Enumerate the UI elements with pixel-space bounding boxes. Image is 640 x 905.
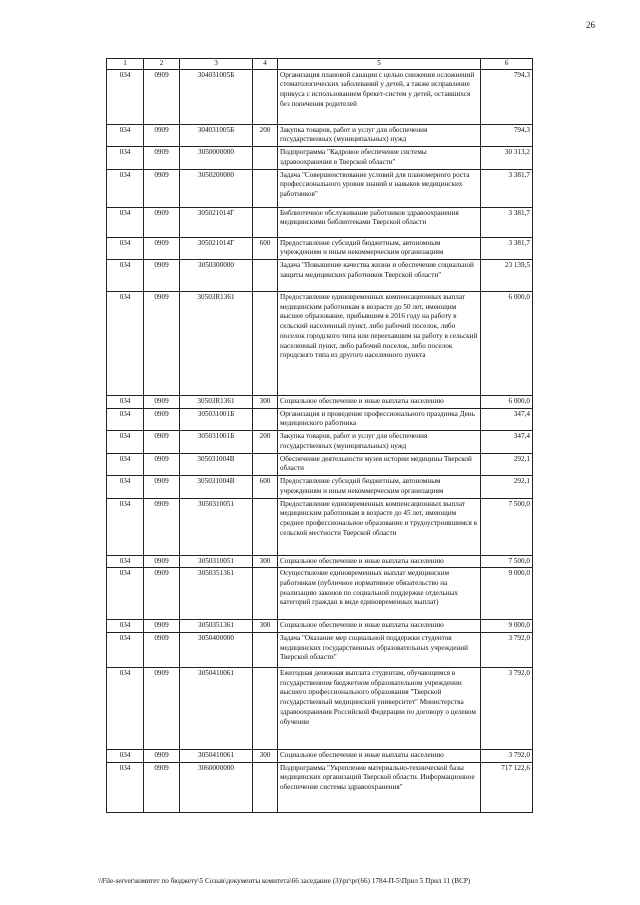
section-code-cell: 0909 bbox=[144, 237, 180, 259]
target-article-cell: 3050000000 bbox=[180, 147, 253, 169]
amount-cell: 30 313,2 bbox=[481, 147, 533, 169]
section-code-cell: 0909 bbox=[144, 476, 180, 498]
amount-cell: 9 000,0 bbox=[481, 620, 533, 633]
section-code-cell: 0909 bbox=[144, 568, 180, 620]
ministry-code-cell: 034 bbox=[107, 237, 144, 259]
page-number: 26 bbox=[586, 20, 595, 30]
ministry-code-cell: 034 bbox=[107, 632, 144, 667]
ministry-code-cell: 034 bbox=[107, 749, 144, 762]
expense-type-cell bbox=[253, 498, 278, 555]
table-row bbox=[107, 568, 533, 620]
expense-type-cell: 300 bbox=[253, 749, 278, 762]
target-article-cell: 3050351361 bbox=[180, 620, 253, 633]
ministry-code-cell: 034 bbox=[107, 169, 144, 207]
section-code-cell: 0909 bbox=[144, 632, 180, 667]
section-code-cell: 0909 bbox=[144, 431, 180, 453]
target-article-cell: 3050310051 bbox=[180, 555, 253, 568]
table-row bbox=[107, 667, 533, 749]
description-cell: Закупка товаров, работ и услуг для обеспечения государственных (муниципальных) нужд bbox=[278, 431, 481, 453]
budget-table bbox=[106, 58, 533, 813]
ministry-code-cell: 034 bbox=[107, 453, 144, 475]
target-article-cell: 3050310051 bbox=[180, 498, 253, 555]
amount-cell: 3 381,7 bbox=[481, 169, 533, 207]
expense-type-cell bbox=[253, 408, 278, 430]
amount-cell: 292,1 bbox=[481, 476, 533, 498]
ministry-code-cell: 034 bbox=[107, 69, 144, 124]
amount-cell: 23 139,5 bbox=[481, 260, 533, 292]
expense-type-cell bbox=[253, 568, 278, 620]
description-cell: Предоставление субсидий бюджетным, автономным учреждениям и иным некоммерческим организациям bbox=[278, 476, 481, 498]
target-article-cell: 305021014Г bbox=[180, 207, 253, 237]
target-article-cell: 3050410061 bbox=[180, 749, 253, 762]
table-row bbox=[107, 498, 533, 555]
section-code-cell: 0909 bbox=[144, 498, 180, 555]
description-cell: Социальное обеспечение и иные выплаты населению bbox=[278, 620, 481, 633]
section-code-cell: 0909 bbox=[144, 408, 180, 430]
table-row bbox=[107, 762, 533, 812]
table-row bbox=[107, 632, 533, 667]
description-cell: Предоставление субсидий бюджетным, автономным учреждениям и иным некоммерческим организациям bbox=[278, 237, 481, 259]
ministry-code-cell: 034 bbox=[107, 555, 144, 568]
amount-cell: 3 792,0 bbox=[481, 749, 533, 762]
target-article-cell: 30503R1361 bbox=[180, 292, 253, 396]
section-code-cell: 0909 bbox=[144, 749, 180, 762]
target-article-cell: 3050410061 bbox=[180, 667, 253, 749]
ministry-code-cell: 034 bbox=[107, 498, 144, 555]
description-cell: Предоставление единовременных компенсационных выплат медицинским работникам в возрасте до 50 лет, имеющим высшее образование, прибывшим в 2016 году на работу в сельский населенный пункт, либо рабочий поселок, либо поселок городского типа или переехавшим на работу в сельский населенный пункт, либо рабочий поселок, либо поселок городского типа из другого населенного пункта bbox=[278, 292, 481, 396]
amount-cell: 7 500,0 bbox=[481, 498, 533, 555]
ministry-code-cell: 034 bbox=[107, 207, 144, 237]
table-row bbox=[107, 207, 533, 237]
table-row bbox=[107, 555, 533, 568]
ministry-code-cell: 034 bbox=[107, 260, 144, 292]
section-code-cell: 0909 bbox=[144, 292, 180, 396]
column-header-6: 6 bbox=[481, 59, 533, 70]
column-header-3: 3 bbox=[180, 59, 253, 70]
target-article-cell: 3050400000 bbox=[180, 632, 253, 667]
section-code-cell: 0909 bbox=[144, 667, 180, 749]
section-code-cell: 0909 bbox=[144, 762, 180, 812]
table-row bbox=[107, 169, 533, 207]
description-cell: Библиотечное обслуживание работников здравоохранения медицинскими библиотеками Тверской области bbox=[278, 207, 481, 237]
section-code-cell: 0909 bbox=[144, 620, 180, 633]
table-row bbox=[107, 620, 533, 633]
description-cell: Осуществление единовременных выплат медицинским работникам (публичное нормативное обязательство на реализацию законов по социальной поддержке отдельных категорий граждан в виде единовременных выплат) bbox=[278, 568, 481, 620]
table-row bbox=[107, 237, 533, 259]
expense-type-cell bbox=[253, 147, 278, 169]
description-cell: Задача "Оказание мер социальной поддержки студентов медицинских государственных образовательных учреждений Тверской области" bbox=[278, 632, 481, 667]
header-row bbox=[107, 59, 533, 70]
target-article-cell: 3050300000 bbox=[180, 260, 253, 292]
table-row bbox=[107, 69, 533, 124]
amount-cell: 347,4 bbox=[481, 431, 533, 453]
amount-cell: 7 500,0 bbox=[481, 555, 533, 568]
column-header-4: 4 bbox=[253, 59, 278, 70]
section-code-cell: 0909 bbox=[144, 555, 180, 568]
amount-cell: 292,1 bbox=[481, 453, 533, 475]
target-article-cell: 305031001Б bbox=[180, 408, 253, 430]
expense-type-cell bbox=[253, 632, 278, 667]
expense-type-cell bbox=[253, 260, 278, 292]
table-row bbox=[107, 476, 533, 498]
ministry-code-cell: 034 bbox=[107, 667, 144, 749]
section-code-cell: 0909 bbox=[144, 169, 180, 207]
ministry-code-cell: 034 bbox=[107, 124, 144, 146]
ministry-code-cell: 034 bbox=[107, 396, 144, 409]
table-row bbox=[107, 124, 533, 146]
ministry-code-cell: 034 bbox=[107, 762, 144, 812]
target-article-cell: 304031005Б bbox=[180, 124, 253, 146]
expense-type-cell bbox=[253, 69, 278, 124]
section-code-cell: 0909 bbox=[144, 453, 180, 475]
section-code-cell: 0909 bbox=[144, 147, 180, 169]
column-header-2: 2 bbox=[144, 59, 180, 70]
target-article-cell: 305031001Б bbox=[180, 431, 253, 453]
amount-cell: 6 000,0 bbox=[481, 396, 533, 409]
target-article-cell: 3060000000 bbox=[180, 762, 253, 812]
footer-file-path: \\File-server\комитет по бюджету\5 Созыв\документы комитета\66 заседание (3)\рг\рг(66) 1784-П-5\Прил 5 Прил 11 (ВСР) bbox=[98, 877, 471, 885]
description-cell: Закупка товаров, работ и услуг для обеспечения государственных (муниципальных) нужд bbox=[278, 124, 481, 146]
expense-type-cell: 600 bbox=[253, 476, 278, 498]
ministry-code-cell: 034 bbox=[107, 147, 144, 169]
description-cell: Подпрограмма "Укрепление материально-технической базы медицинских организаций Тверской области. Информационное обеспечение системы здравоохранения" bbox=[278, 762, 481, 812]
table-row bbox=[107, 396, 533, 409]
description-cell: Задача "Совершенствование условий для планомерного роста профессионального уровня знаний и навыков медицинских работников" bbox=[278, 169, 481, 207]
amount-cell: 794,3 bbox=[481, 69, 533, 124]
amount-cell: 3 381,7 bbox=[481, 207, 533, 237]
description-cell: Ежегодная денежная выплата студентам, обучающимся в государственном бюджетном образовательном учреждении высшего профессионального образования "Тверской государственный медицинский университет" Министерства здравоохранения Российской Федерации по договору о целевом обучении bbox=[278, 667, 481, 749]
table-row bbox=[107, 260, 533, 292]
section-code-cell: 0909 bbox=[144, 260, 180, 292]
description-cell: Предоставление единовременных компенсационных выплат медицинским работникам в возрасте до 45 лет, имеющим среднее профессиональное образование и трудоустроившимся в сельской местности Тверской области bbox=[278, 498, 481, 555]
description-cell: Организация плановой санации с целью снижения осложнений стоматологических заболеваний у детей, а также исправление прикуса с использованием брекет-систем у детей, оставшихся без попечения родителей bbox=[278, 69, 481, 124]
expense-type-cell bbox=[253, 169, 278, 207]
description-cell: Социальное обеспечение и иные выплаты населению bbox=[278, 555, 481, 568]
amount-cell: 347,4 bbox=[481, 408, 533, 430]
ministry-code-cell: 034 bbox=[107, 431, 144, 453]
expense-type-cell: 300 bbox=[253, 620, 278, 633]
amount-cell: 794,3 bbox=[481, 124, 533, 146]
amount-cell: 717 122,6 bbox=[481, 762, 533, 812]
description-cell: Социальное обеспечение и иные выплаты населению bbox=[278, 396, 481, 409]
expense-type-cell bbox=[253, 292, 278, 396]
table-row bbox=[107, 292, 533, 396]
description-cell: Подпрограмма "Кадровое обеспечение системы здравоохранения в Тверской области" bbox=[278, 147, 481, 169]
expense-type-cell: 600 bbox=[253, 237, 278, 259]
target-article-cell: 304031005Б bbox=[180, 69, 253, 124]
expense-type-cell: 200 bbox=[253, 431, 278, 453]
target-article-cell: 305031004В bbox=[180, 476, 253, 498]
expense-type-cell bbox=[253, 667, 278, 749]
amount-cell: 6 000,0 bbox=[481, 292, 533, 396]
table-row bbox=[107, 431, 533, 453]
expense-type-cell: 300 bbox=[253, 555, 278, 568]
expense-type-cell: 300 bbox=[253, 396, 278, 409]
column-header-5: 5 bbox=[278, 59, 481, 70]
table-row bbox=[107, 147, 533, 169]
expense-type-cell bbox=[253, 207, 278, 237]
description-cell: Организация и проведение профессионального праздника День медицинского работника bbox=[278, 408, 481, 430]
amount-cell: 3 381,7 bbox=[481, 237, 533, 259]
target-article-cell: 30503R1361 bbox=[180, 396, 253, 409]
ministry-code-cell: 034 bbox=[107, 408, 144, 430]
target-article-cell: 305021014Г bbox=[180, 237, 253, 259]
target-article-cell: 3050200000 bbox=[180, 169, 253, 207]
expense-type-cell bbox=[253, 453, 278, 475]
section-code-cell: 0909 bbox=[144, 124, 180, 146]
table-row bbox=[107, 408, 533, 430]
ministry-code-cell: 034 bbox=[107, 620, 144, 633]
description-cell: Обеспечение деятельности музея истории медицины Тверской области bbox=[278, 453, 481, 475]
amount-cell: 3 792,0 bbox=[481, 632, 533, 667]
table-row bbox=[107, 453, 533, 475]
ministry-code-cell: 034 bbox=[107, 476, 144, 498]
target-article-cell: 305031004В bbox=[180, 453, 253, 475]
description-cell: Задача "Повышение качества жизни и обеспечение социальной защиты медицинских работников Тверской области" bbox=[278, 260, 481, 292]
target-article-cell: 3050351361 bbox=[180, 568, 253, 620]
ministry-code-cell: 034 bbox=[107, 292, 144, 396]
expense-type-cell: 200 bbox=[253, 124, 278, 146]
amount-cell: 3 792,0 bbox=[481, 667, 533, 749]
section-code-cell: 0909 bbox=[144, 396, 180, 409]
table-body bbox=[107, 69, 533, 812]
column-header-1: 1 bbox=[107, 59, 144, 70]
ministry-code-cell: 034 bbox=[107, 568, 144, 620]
section-code-cell: 0909 bbox=[144, 69, 180, 124]
table-row bbox=[107, 749, 533, 762]
amount-cell: 9 000,0 bbox=[481, 568, 533, 620]
expense-type-cell bbox=[253, 762, 278, 812]
description-cell: Социальное обеспечение и иные выплаты населению bbox=[278, 749, 481, 762]
section-code-cell: 0909 bbox=[144, 207, 180, 237]
